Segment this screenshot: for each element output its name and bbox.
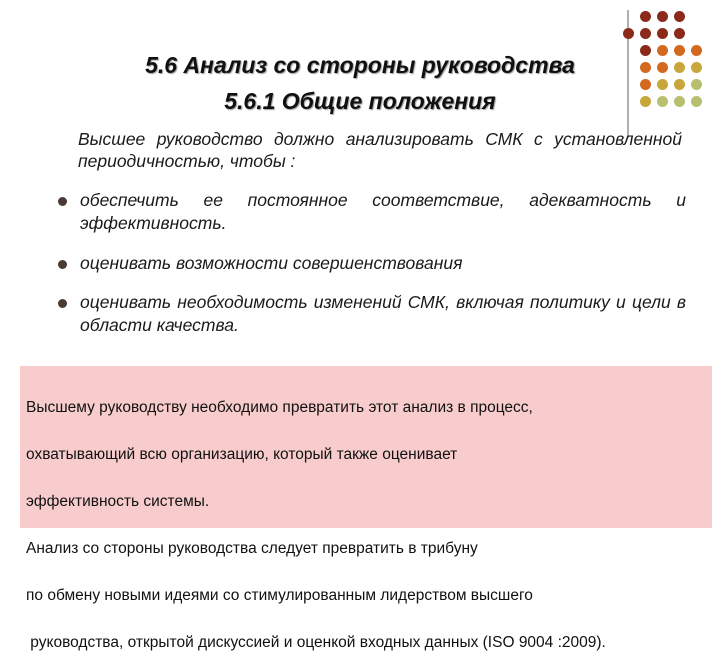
decorative-dot: [674, 45, 685, 56]
bullet-item: [58, 189, 686, 235]
page-title: 5.6 Анализ со стороны руководства: [145, 52, 575, 78]
decorative-dot: [674, 62, 685, 73]
decorative-dot: [640, 28, 651, 39]
decorative-dot: [674, 79, 685, 90]
bullet-text: оценивать необходимость изменений СМК, включая политику и цели в области качества.: [80, 292, 686, 335]
decorative-dot: [691, 45, 702, 56]
bullet-item: [58, 252, 686, 275]
decorative-dot: [640, 62, 651, 73]
decorative-dot: [674, 96, 685, 107]
decorative-dot: [640, 96, 651, 107]
decorative-dot: [657, 28, 668, 39]
decorative-dot: [640, 11, 651, 22]
intro-paragraph: Высшее руководство должно анализировать СМК с установленной периодичностью, чтобы :: [78, 129, 682, 171]
decorative-dot: [657, 62, 668, 73]
decorative-dot: [691, 79, 702, 90]
note-line: эффективность системы.: [26, 492, 210, 510]
note-line: по обмену новыми идеями со стимулированным лидерством высшего: [26, 586, 533, 604]
decorative-dot: [640, 79, 651, 90]
bullet-dot-icon: [58, 299, 67, 308]
note-box: [20, 366, 712, 651]
bullet-text: оценивать возможности совершенствования: [80, 253, 463, 273]
decorative-dot: [674, 28, 685, 39]
note-line: охватывающий всю организацию, который также оценивает: [26, 445, 458, 463]
decorative-dot: [657, 45, 668, 56]
decorative-dot: [657, 11, 668, 22]
bullet-dot-icon: [58, 260, 67, 269]
decorative-dot: [674, 11, 685, 22]
page-subtitle: 5.6.1 Общие положения: [224, 88, 496, 114]
decorative-dot: [691, 62, 702, 73]
decorative-dot: [657, 96, 668, 107]
decorative-dot: [657, 79, 668, 90]
decorative-dot: [640, 45, 651, 56]
note-line: Анализ со стороны руководства следует превратить в трибуну: [26, 539, 478, 557]
bullet-text: обеспечить ее постоянное соответствие, адекватность и эффективность.: [80, 190, 686, 233]
bullet-dot-icon: [58, 197, 67, 206]
decorative-dot: [691, 96, 702, 107]
note-line: Высшему руководству необходимо превратить этот анализ в процесс,: [26, 398, 533, 416]
bullet-item: [58, 291, 686, 337]
decorative-dot: [623, 28, 634, 39]
note-line: руководства, открытой дискуссией и оценкой входных данных (ISO 9004 :2009).: [26, 633, 606, 651]
